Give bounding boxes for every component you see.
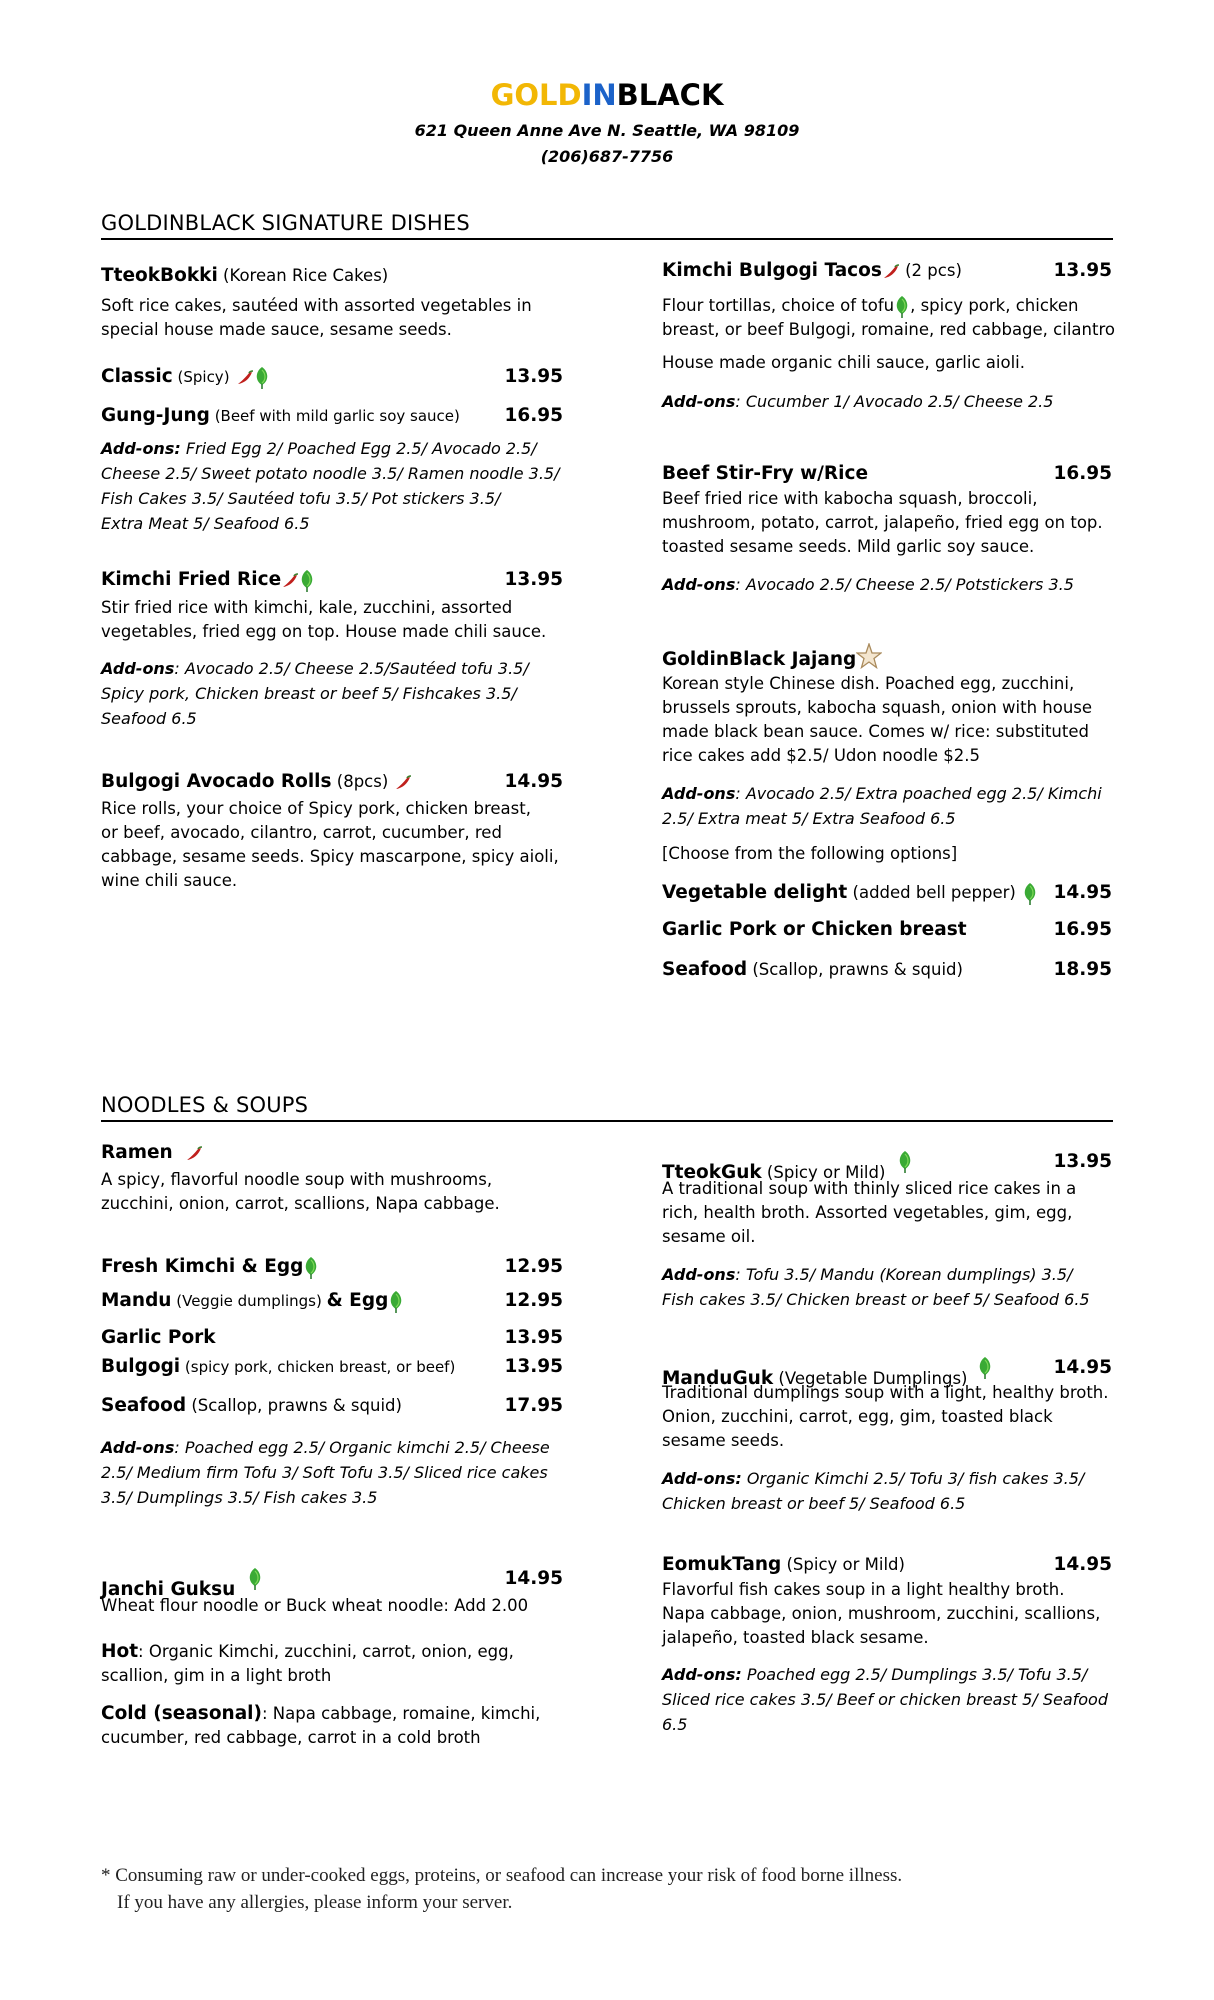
gungjung-name: Gung-Jung bbox=[101, 405, 210, 426]
signature-divider bbox=[101, 238, 1113, 240]
eomuktang-sub: (Spicy or Mild) bbox=[781, 1555, 905, 1574]
ramen-kimchi-name: Fresh Kimchi & Egg bbox=[101, 1256, 304, 1277]
addons-label: Add-ons bbox=[662, 575, 736, 594]
eomuktang-desc-1: Flavorful fish cakes soup in a light healthy broth. bbox=[662, 1580, 1065, 1599]
noodles-section-title: NOODLES & SOUPS bbox=[101, 1093, 309, 1117]
addons-label: Add-ons bbox=[662, 392, 736, 411]
logo-in-text: IN bbox=[581, 78, 617, 112]
ramen-kimchi-price: 12.95 bbox=[504, 1256, 563, 1277]
allergy-notice: If you have any allergies, please inform your server. bbox=[117, 1892, 513, 1913]
addons-text: : Tofu 3.5/ Mandu (Korean dumplings) 3.5/ bbox=[735, 1265, 1073, 1284]
addons-text: Poached egg 2.5/ Dumplings 3.5/ Tofu 3.5/ bbox=[741, 1665, 1088, 1684]
tteokguk-sub: (Spicy or Mild) bbox=[761, 1163, 886, 1182]
ramen-addons-2: 2.5/ Medium firm Tofu 3/ Soft Tofu 3.5/ Sliced rice cakes bbox=[101, 1463, 548, 1482]
ramen-mandu-sub: (Veggie dumplings) bbox=[171, 1292, 327, 1310]
tacos-desc-1b: , spicy pork, chicken bbox=[910, 296, 1079, 315]
manduguk-desc-1: Traditional dumplings soup with a light, healthy broth. bbox=[662, 1383, 1109, 1402]
tteokguk-addons-2: Fish cakes 3.5/ Chicken breast or beef 5/ Seafood 6.5 bbox=[662, 1290, 1090, 1309]
vegetarian-leaf-icon bbox=[977, 1356, 993, 1380]
jajang-seafood-item bbox=[662, 958, 963, 982]
tteokbokki-sub: (Korean Rice Cakes) bbox=[217, 266, 389, 285]
kimchi-fried-rice-addons-2: Spicy pork, Chicken breast or beef 5/ Fishcakes 3.5/ bbox=[101, 684, 517, 703]
addons-label: Add-ons: bbox=[662, 1469, 742, 1488]
ramen-garlic-name: Garlic Pork bbox=[101, 1327, 216, 1348]
jajang-name: GoldinBlack Jajang bbox=[662, 649, 857, 670]
signature-section-title: GOLDINBLACK SIGNATURE DISHES bbox=[101, 211, 470, 235]
jajang-sea-sub: (Scallop, prawns & squid) bbox=[747, 960, 963, 979]
classic-sub: (Spicy) bbox=[172, 368, 230, 386]
tacos-price: 13.95 bbox=[1053, 260, 1112, 281]
tteokguk-addons-1 bbox=[662, 1262, 1072, 1288]
ramen-seafood-name: Seafood bbox=[101, 1395, 187, 1416]
restaurant-address: 621 Queen Anne Ave N. Seattle, WA 98109 bbox=[414, 121, 800, 140]
bulgogi-rolls-desc-1: Rice rolls, your choice of Spicy pork, chicken breast, bbox=[101, 799, 531, 818]
manduguk-price: 14.95 bbox=[1053, 1357, 1112, 1378]
tacos-sub: (2 pcs) bbox=[899, 261, 962, 280]
janchi-hot-2: scallion, gim in a light broth bbox=[101, 1666, 332, 1685]
classic-name: Classic bbox=[101, 366, 173, 387]
tteokbokki-desc-1: Soft rice cakes, sautéed with assorted vegetables in bbox=[101, 296, 532, 315]
stir-fry-desc-2: mushroom, potato, carrot, jalapeño, fried egg on top. bbox=[662, 513, 1103, 532]
addons-text: : Poached egg 2.5/ Organic kimchi 2.5/ Cheese bbox=[174, 1438, 550, 1457]
stir-fry-name: Beef Stir-Fry w/Rice bbox=[662, 463, 869, 484]
spicy-pepper-icon bbox=[882, 264, 900, 280]
jajang-vegetable-item bbox=[662, 881, 1038, 906]
kimchi-fried-rice-addons-1 bbox=[101, 656, 529, 682]
ramen-seafood-item bbox=[101, 1394, 402, 1418]
addons-label: Add-ons bbox=[662, 784, 736, 803]
logo-black-text: BLACK bbox=[616, 78, 724, 112]
stir-fry-desc-1: Beef fried rice with kabocha squash, broccoli, bbox=[662, 489, 1038, 508]
manduguk-addons-1 bbox=[662, 1466, 1084, 1492]
eomuktang-price: 14.95 bbox=[1053, 1554, 1112, 1575]
vegetarian-leaf-icon bbox=[299, 569, 315, 593]
janchi-hot-label: Hot bbox=[101, 1641, 139, 1662]
gungjung-item bbox=[101, 404, 460, 428]
tacos-heading bbox=[662, 259, 962, 283]
ramen-bulgogi-name: Bulgogi bbox=[101, 1356, 181, 1377]
stir-fry-desc-3: toasted sesame seeds. Mild garlic soy sauce. bbox=[662, 537, 1035, 556]
spicy-pepper-icon bbox=[185, 1146, 203, 1162]
jajang-desc-3: made black bean sauce. Comes w/ rice: substituted bbox=[662, 722, 1089, 741]
kimchi-fried-rice-desc-1: Stir fried rice with kimchi, kale, zucchini, assorted bbox=[101, 598, 513, 617]
janchi-cold-1 bbox=[101, 1702, 540, 1727]
classic-price: 13.95 bbox=[504, 366, 563, 387]
food-safety-notice: * Consuming raw or under-cooked eggs, proteins, or seafood can increase your risk of food borne illness. bbox=[101, 1865, 903, 1886]
ramen-desc-2: zucchini, onion, carrot, scallions, Napa cabbage. bbox=[101, 1194, 500, 1213]
addons-text: : Cucumber 1/ Avocado 2.5/ Cheese 2.5 bbox=[735, 392, 1054, 411]
spicy-pepper-icon bbox=[394, 775, 412, 791]
ramen-addons-1 bbox=[101, 1435, 550, 1461]
tteokbokki-heading bbox=[101, 264, 388, 288]
tteokguk-price: 13.95 bbox=[1053, 1151, 1112, 1172]
kimchi-fried-rice-desc-2: vegetables, fried egg on top. House made chili sauce. bbox=[101, 622, 547, 641]
jajang-pork-item bbox=[662, 918, 967, 942]
vegetarian-leaf-icon bbox=[247, 1567, 263, 1591]
kimchi-fried-rice-addons-3: Seafood 6.5 bbox=[101, 709, 197, 728]
ramen-garlic-item bbox=[101, 1326, 216, 1350]
addons-text: : Avocado 2.5/ Cheese 2.5/Sautéed tofu 3.5/ bbox=[174, 659, 529, 678]
classic-item bbox=[101, 365, 270, 390]
spicy-pepper-icon bbox=[281, 573, 299, 589]
ramen-mandu-price: 12.95 bbox=[504, 1290, 563, 1311]
addons-label: Add-ons: bbox=[101, 439, 181, 458]
bulgogi-rolls-desc-2: or beef, avocado, cilantro, carrot, cucumber, red bbox=[101, 823, 502, 842]
addons-label: Add-ons bbox=[662, 1265, 736, 1284]
ramen-addons-3: 3.5/ Dumplings 3.5/ Fish cakes 3.5 bbox=[101, 1488, 378, 1507]
tteokbokki-addons-3: Fish Cakes 3.5/ Sautéed tofu 3.5/ Pot stickers 3.5/ bbox=[101, 489, 501, 508]
eomuktang-desc-3: jalapeño, toasted black sesame. bbox=[662, 1628, 929, 1647]
ramen-heading bbox=[101, 1141, 203, 1165]
addons-text: : Avocado 2.5/ Cheese 2.5/ Potstickers 3.5 bbox=[735, 575, 1074, 594]
bulgogi-rolls-sub: (8pcs) bbox=[331, 772, 389, 791]
jajang-choose-note: [Choose from the following options] bbox=[662, 844, 958, 863]
signature-star-icon bbox=[856, 643, 882, 669]
bulgogi-rolls-price: 14.95 bbox=[504, 771, 563, 792]
addons-text: Organic Kimchi 2.5/ Tofu 3/ fish cakes 3.5/ bbox=[741, 1469, 1085, 1488]
eomuktang-desc-2: Napa cabbage, onion, mushroom, zucchini, scallions, bbox=[662, 1604, 1101, 1623]
stir-fry-heading bbox=[662, 462, 868, 486]
ramen-mandu-name: Mandu bbox=[101, 1290, 172, 1311]
restaurant-phone: (206)687-7756 bbox=[540, 147, 674, 166]
jajang-sea-price: 18.95 bbox=[1053, 959, 1112, 980]
eomuktang-heading bbox=[662, 1553, 905, 1577]
vegetarian-leaf-icon bbox=[254, 366, 270, 390]
ramen-desc-1: A spicy, flavorful noodle soup with mushrooms, bbox=[101, 1170, 493, 1189]
tacos-addons bbox=[662, 389, 1053, 415]
ramen-name: Ramen bbox=[101, 1142, 173, 1163]
addons-label: Add-ons bbox=[101, 659, 175, 678]
spicy-pepper-icon bbox=[236, 370, 254, 386]
jajang-addons-2: 2.5/ Extra meat 5/ Extra Seafood 6.5 bbox=[662, 809, 956, 828]
ramen-bulgogi-price: 13.95 bbox=[504, 1356, 563, 1377]
stir-fry-price: 16.95 bbox=[1053, 463, 1112, 484]
ramen-kimchi-item bbox=[101, 1255, 319, 1280]
tacos-desc-2: breast, or beef Bulgogi, romaine, red cabbage, cilantro bbox=[662, 320, 1115, 339]
jajang-desc-2: brussels sprouts, kabocha squash, onion with house bbox=[662, 698, 1093, 717]
gungjung-price: 16.95 bbox=[504, 405, 563, 426]
eomuktang-name: EomukTang bbox=[662, 1554, 782, 1575]
eomuktang-addons-1 bbox=[662, 1662, 1087, 1688]
ramen-bulgogi-item bbox=[101, 1355, 455, 1379]
vegetarian-leaf-icon bbox=[388, 1290, 404, 1314]
jajang-veg-sub: (added bell pepper) bbox=[847, 883, 1016, 902]
tteokbokki-desc-2: special house made sauce, sesame seeds. bbox=[101, 320, 452, 339]
jajang-heading bbox=[662, 643, 882, 672]
janchi-price: 14.95 bbox=[504, 1568, 563, 1589]
jajang-pork-name: Garlic Pork or Chicken breast bbox=[662, 919, 967, 940]
eomuktang-addons-2: Sliced rice cakes 3.5/ Beef or chicken breast 5/ Seafood bbox=[662, 1690, 1108, 1709]
tteokguk-desc-3: sesame oil. bbox=[662, 1227, 756, 1246]
manduguk-desc-2: Onion, zucchini, carrot, egg, gim, toasted black bbox=[662, 1407, 1053, 1426]
vegetarian-leaf-icon bbox=[303, 1256, 319, 1280]
manduguk-name: ManduGuk bbox=[662, 1368, 774, 1389]
vegetarian-leaf-icon bbox=[894, 295, 910, 319]
bulgogi-rolls-heading bbox=[101, 770, 412, 794]
jajang-desc-1: Korean style Chinese dish. Poached egg, zucchini, bbox=[662, 674, 1075, 693]
manduguk-sub: (Vegetable Dumplings) bbox=[773, 1369, 968, 1388]
tteokbokki-name: TteokBokki bbox=[101, 265, 218, 286]
jajang-pork-price: 16.95 bbox=[1053, 919, 1112, 940]
addons-label: Add-ons bbox=[101, 1438, 175, 1457]
manduguk-desc-3: sesame seeds. bbox=[662, 1431, 785, 1450]
jajang-addons-1 bbox=[662, 781, 1102, 807]
tacos-desc-1 bbox=[662, 294, 1078, 319]
kimchi-fried-rice-heading bbox=[101, 568, 315, 593]
ramen-bulgogi-sub: (spicy pork, chicken breast, or beef) bbox=[180, 1358, 456, 1376]
bulgogi-rolls-name: Bulgogi Avocado Rolls bbox=[101, 771, 332, 792]
janchi-hot-text: : Organic Kimchi, zucchini, carrot, onion, egg, bbox=[138, 1642, 514, 1661]
janchi-cold-2: cucumber, red cabbage, carrot in a cold broth bbox=[101, 1728, 481, 1747]
ramen-mandu-egg: & Egg bbox=[326, 1290, 389, 1311]
addons-label: Add-ons: bbox=[662, 1665, 742, 1684]
manduguk-addons-2: Chicken breast or beef 5/ Seafood 6.5 bbox=[662, 1494, 966, 1513]
ramen-seafood-price: 17.95 bbox=[504, 1395, 563, 1416]
eomuktang-addons-3: 6.5 bbox=[662, 1715, 688, 1734]
jajang-sea-name: Seafood bbox=[662, 959, 748, 980]
ramen-seafood-sub: (Scallop, prawns & squid) bbox=[186, 1396, 402, 1415]
restaurant-logo bbox=[0, 78, 1214, 112]
kimchi-fried-rice-price: 13.95 bbox=[504, 569, 563, 590]
bulgogi-rolls-desc-3: cabbage, sesame seeds. Spicy mascarpone, spicy aioli, bbox=[101, 847, 559, 866]
ramen-garlic-price: 13.95 bbox=[504, 1327, 563, 1348]
tacos-name: Kimchi Bulgogi Tacos bbox=[662, 260, 882, 281]
addons-text: Fried Egg 2/ Poached Egg 2.5/ Avocado 2.5/ bbox=[180, 439, 537, 458]
janchi-name: Janchi Guksu bbox=[101, 1579, 236, 1600]
addons-text: : Avocado 2.5/ Extra poached egg 2.5/ Kimchi bbox=[735, 784, 1102, 803]
logo-gold-text: GOLD bbox=[490, 78, 582, 112]
gungjung-sub: (Beef with mild garlic soy sauce) bbox=[209, 407, 460, 425]
janchi-cold-text: : Napa cabbage, romaine, kimchi, bbox=[261, 1704, 541, 1723]
jajang-veg-price: 14.95 bbox=[1053, 882, 1112, 903]
bulgogi-rolls-desc-4: wine chili sauce. bbox=[101, 871, 238, 890]
jajang-desc-4: rice cakes add $2.5/ Udon noodle $2.5 bbox=[662, 746, 981, 765]
tteokbokki-addons-2: Cheese 2.5/ Sweet potato noodle 3.5/ Ramen noodle 3.5/ bbox=[101, 464, 560, 483]
janchi-hot-1 bbox=[101, 1640, 514, 1665]
vegetarian-leaf-icon bbox=[897, 1150, 913, 1174]
tteokguk-name: TteokGuk bbox=[662, 1162, 762, 1183]
stir-fry-addons bbox=[662, 572, 1074, 598]
janchi-desc-1: Wheat flour noodle or Buck wheat noodle: Add 2.00 bbox=[101, 1596, 529, 1615]
noodles-divider bbox=[101, 1120, 1113, 1122]
janchi-cold-label: Cold (seasonal) bbox=[101, 1703, 262, 1724]
jajang-veg-name: Vegetable delight bbox=[662, 882, 848, 903]
tteokguk-desc-2: rich, health broth. Assorted vegetables, gim, egg, bbox=[662, 1203, 1073, 1222]
tteokbokki-addons-4: Extra Meat 5/ Seafood 6.5 bbox=[101, 514, 310, 533]
tteokguk-desc-1: A traditional soup with thinly sliced rice cakes in a bbox=[662, 1179, 1077, 1198]
kimchi-fried-rice-name: Kimchi Fried Rice bbox=[101, 569, 282, 590]
ramen-mandu-item bbox=[101, 1289, 404, 1314]
tacos-desc-3: House made organic chili sauce, garlic aioli. bbox=[662, 353, 1025, 372]
tacos-desc-1a: Flour tortillas, choice of tofu bbox=[662, 296, 895, 315]
tteokbokki-addons-1 bbox=[101, 436, 537, 462]
